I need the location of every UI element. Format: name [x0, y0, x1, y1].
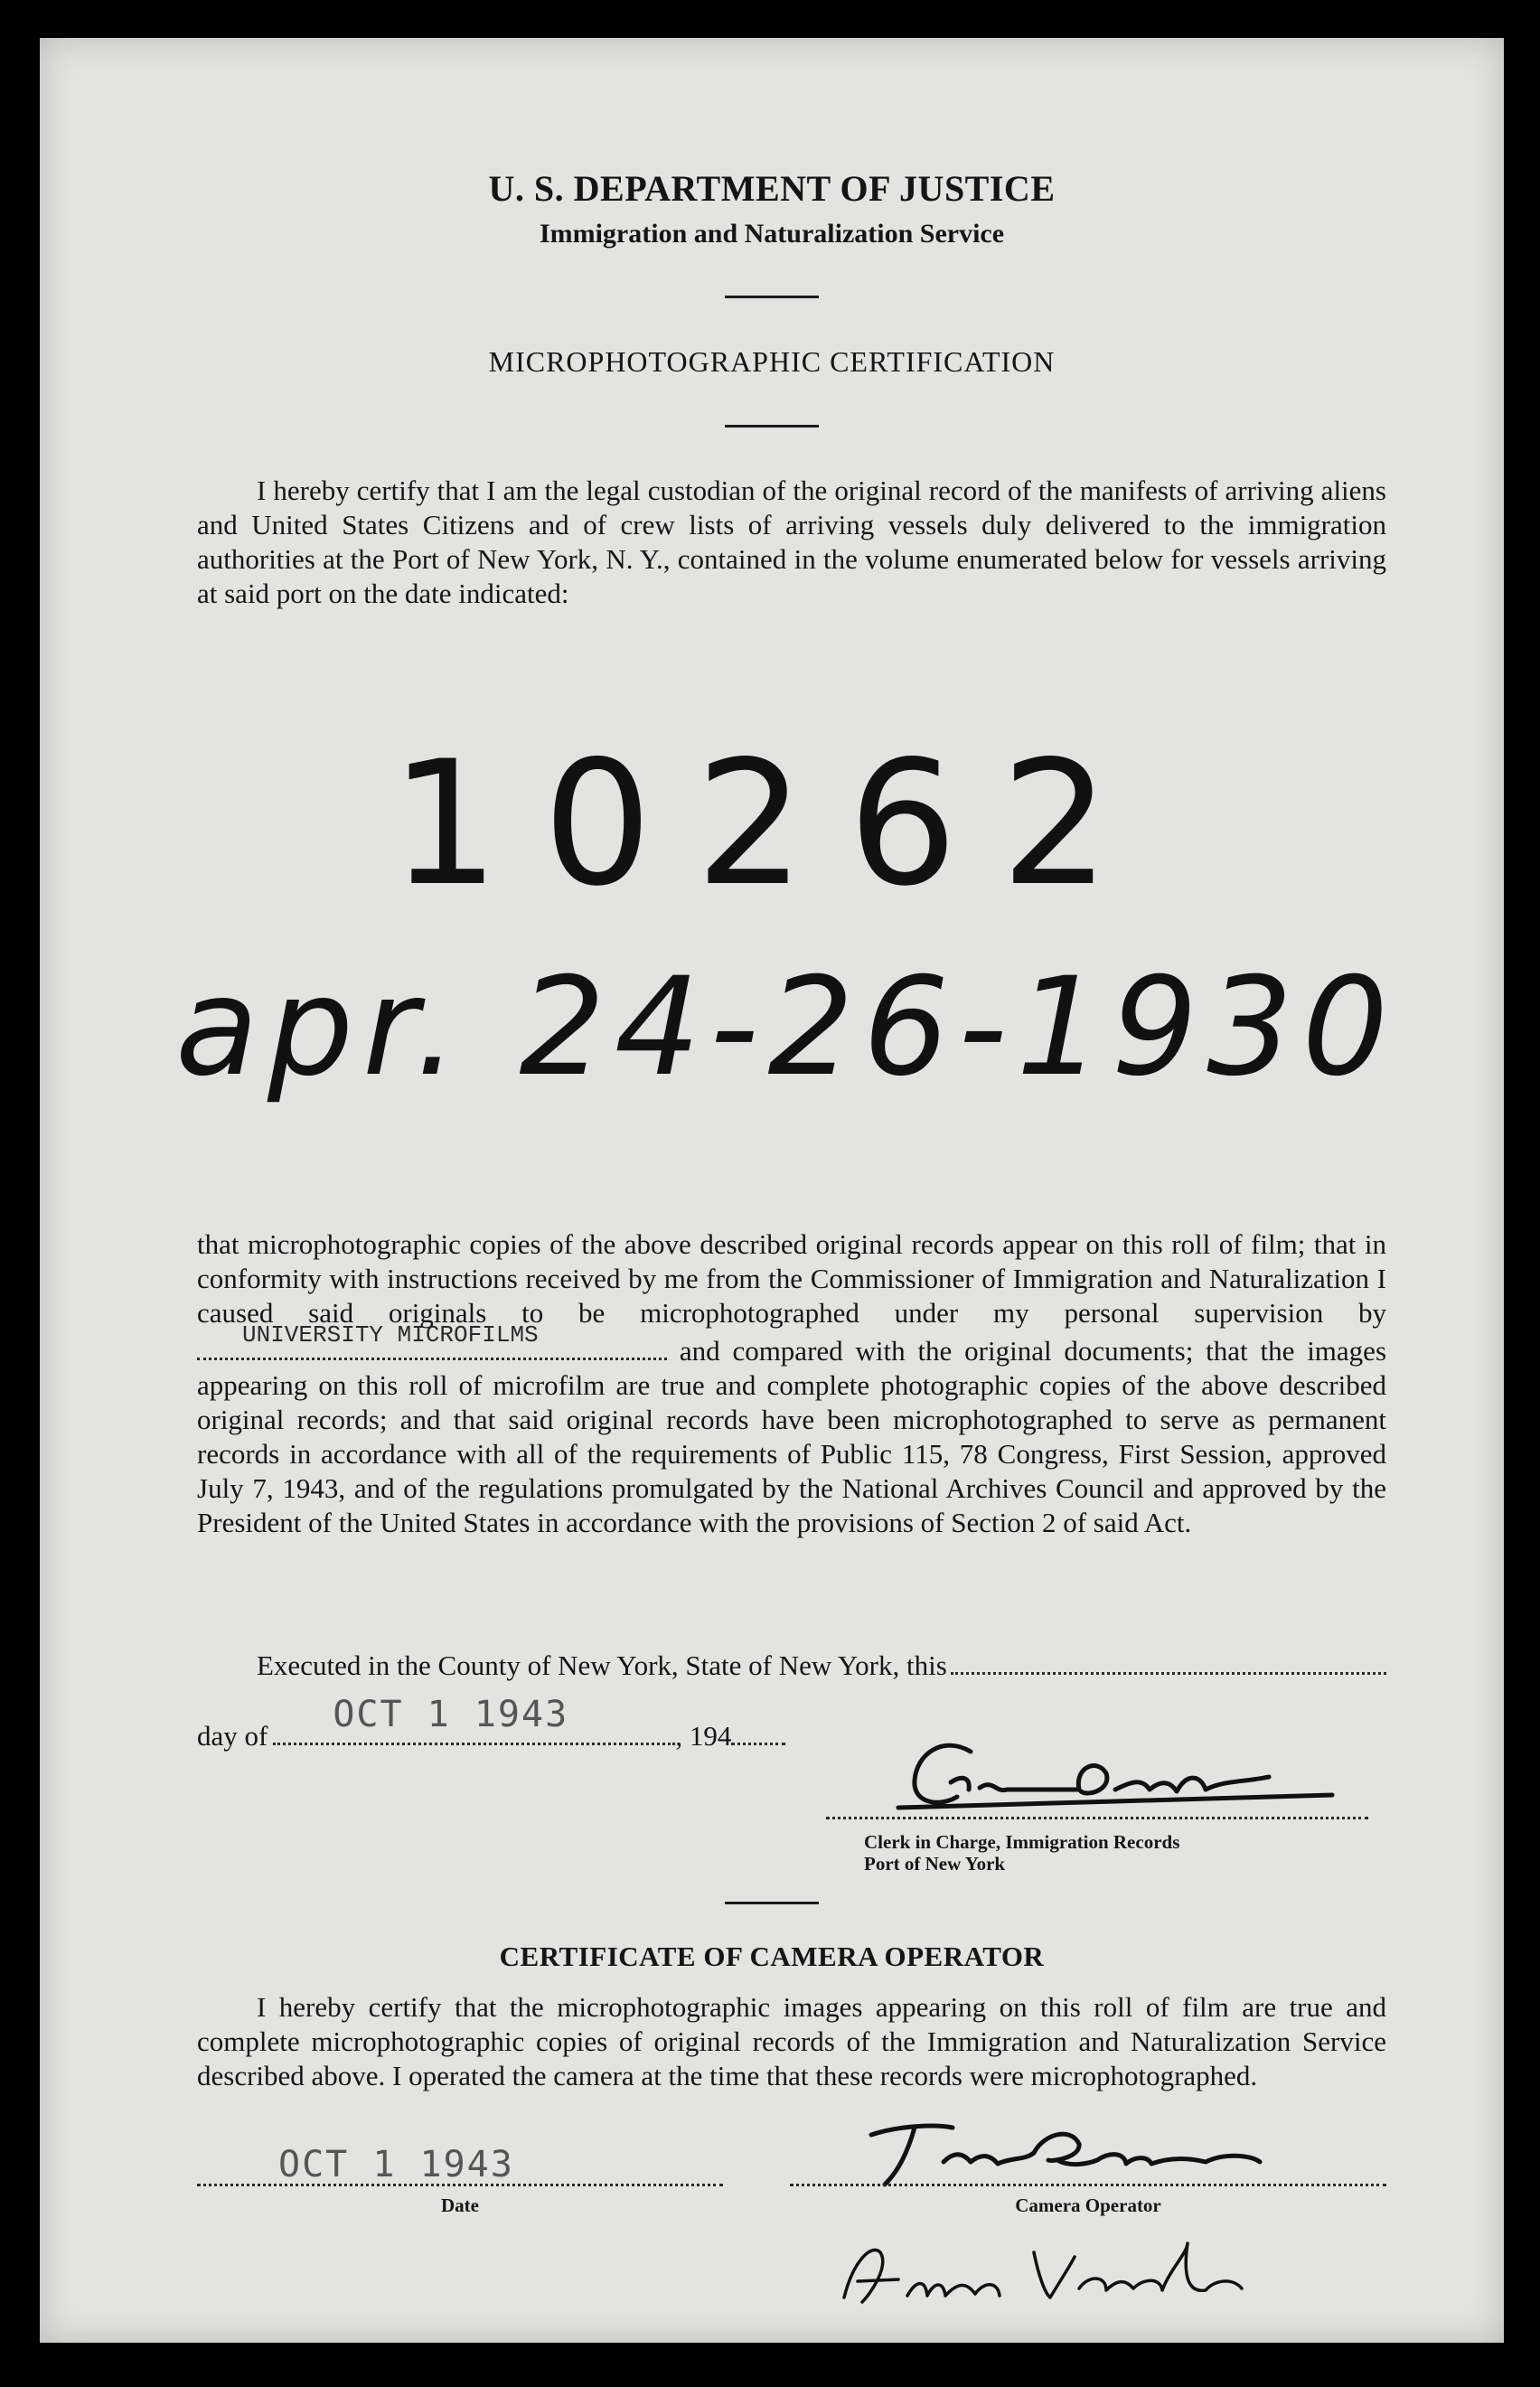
service-subheading: Immigration and Naturalization Service [539, 219, 1005, 249]
certification-title: MICROPHOTOGRAPHIC CERTIFICATION [488, 345, 1056, 378]
clerk-signature-line [826, 1817, 1368, 1819]
executed-day-blank [951, 1672, 1386, 1675]
divider-rule [725, 425, 819, 428]
certificate-page [40, 38, 1504, 2343]
agency-heading: U. S. DEPARTMENT OF JUSTICE [488, 168, 1056, 209]
camera-operator-title: CERTIFICATE OF CAMERA OPERATOR [499, 1941, 1045, 1972]
clerk-title-line2: Port of New York [864, 1853, 1006, 1875]
date-stamp: OCT 1 1943 [333, 1694, 569, 1735]
intro-text: I hereby certify that I am the legal custodian of the original record of the manifests of arriving aliens and United States Citizens and of crew lists of arriving vessels duly delivered to the immigration authorities at the Port of New York, N. Y., contained in the volume enumerated below for vessels arriving at said port on the date indicated: [197, 475, 1386, 609]
executed-text: Executed in the County of New York, State of New York, this [257, 1649, 947, 1681]
photographed-by-field [197, 1321, 667, 1360]
camera-operator-paragraph [197, 1990, 1386, 2093]
handwritten-date-range: apr. 24-26-1930 [175, 949, 1398, 1106]
custodian-intro-paragraph [197, 474, 1386, 611]
operator-signature-line [790, 2184, 1386, 2186]
custodian-body-paragraph [197, 1227, 1386, 1540]
clerk-title-line1: Clerk in Charge, Immigration Records [864, 1831, 1180, 1853]
operator-date-line [197, 2184, 723, 2186]
year-blank [731, 1724, 785, 1745]
handwritten-volume-number: 10262 [390, 724, 1154, 924]
camera-operator-text: I hereby certify that the microphotographic images appearing on this roll of film are true and complete microphotographic copies of original records of the Immigration and Naturalization Service described above. I operated the camera at the time that these records were microphotographed. [197, 1991, 1386, 2091]
divider-rule [725, 296, 819, 298]
extra-handwritten-signature [808, 2225, 1278, 2325]
photographed-by-value: UNIVERSITY MICROFILMS [242, 1321, 539, 1349]
day-of-field [273, 1694, 675, 1745]
clerk-signature [844, 1717, 1350, 1826]
executed-line [257, 1649, 1386, 1682]
operator-signature [835, 2108, 1341, 2189]
day-of-line [197, 1694, 785, 1753]
day-of-label: day of [197, 1720, 268, 1752]
operator-date-label: Date [441, 2194, 479, 2216]
body-text-part2: and compared with the original documents; that the images appearing on this roll of microfilm are true and complete photographic copies of the above described original records; and that said original records have been microphotographed to serve as permanent records in accordance with all of the requirements of Public 115, 78 Congress, First Session, approved July 7, 1943, and of the regulations promulgated by the National Archives Council and approved by the President of the United States in accordance with the provisions of Section 2 of said Act. [197, 1335, 1387, 1538]
operator-label: Camera Operator [1015, 2194, 1161, 2216]
year-prefix: , 194 [675, 1720, 732, 1752]
operator-date-stamp: OCT 1 1943 [278, 2144, 514, 2185]
body-text-part1: that microphotographic copies of the above described original records appear on this roll of film; that in conformity with instructions received by me from the Commissioner of Immigration and Naturalization I caused said originals to be microphotographed under my personal supervision by [197, 1228, 1386, 1329]
divider-rule [725, 1902, 819, 1904]
